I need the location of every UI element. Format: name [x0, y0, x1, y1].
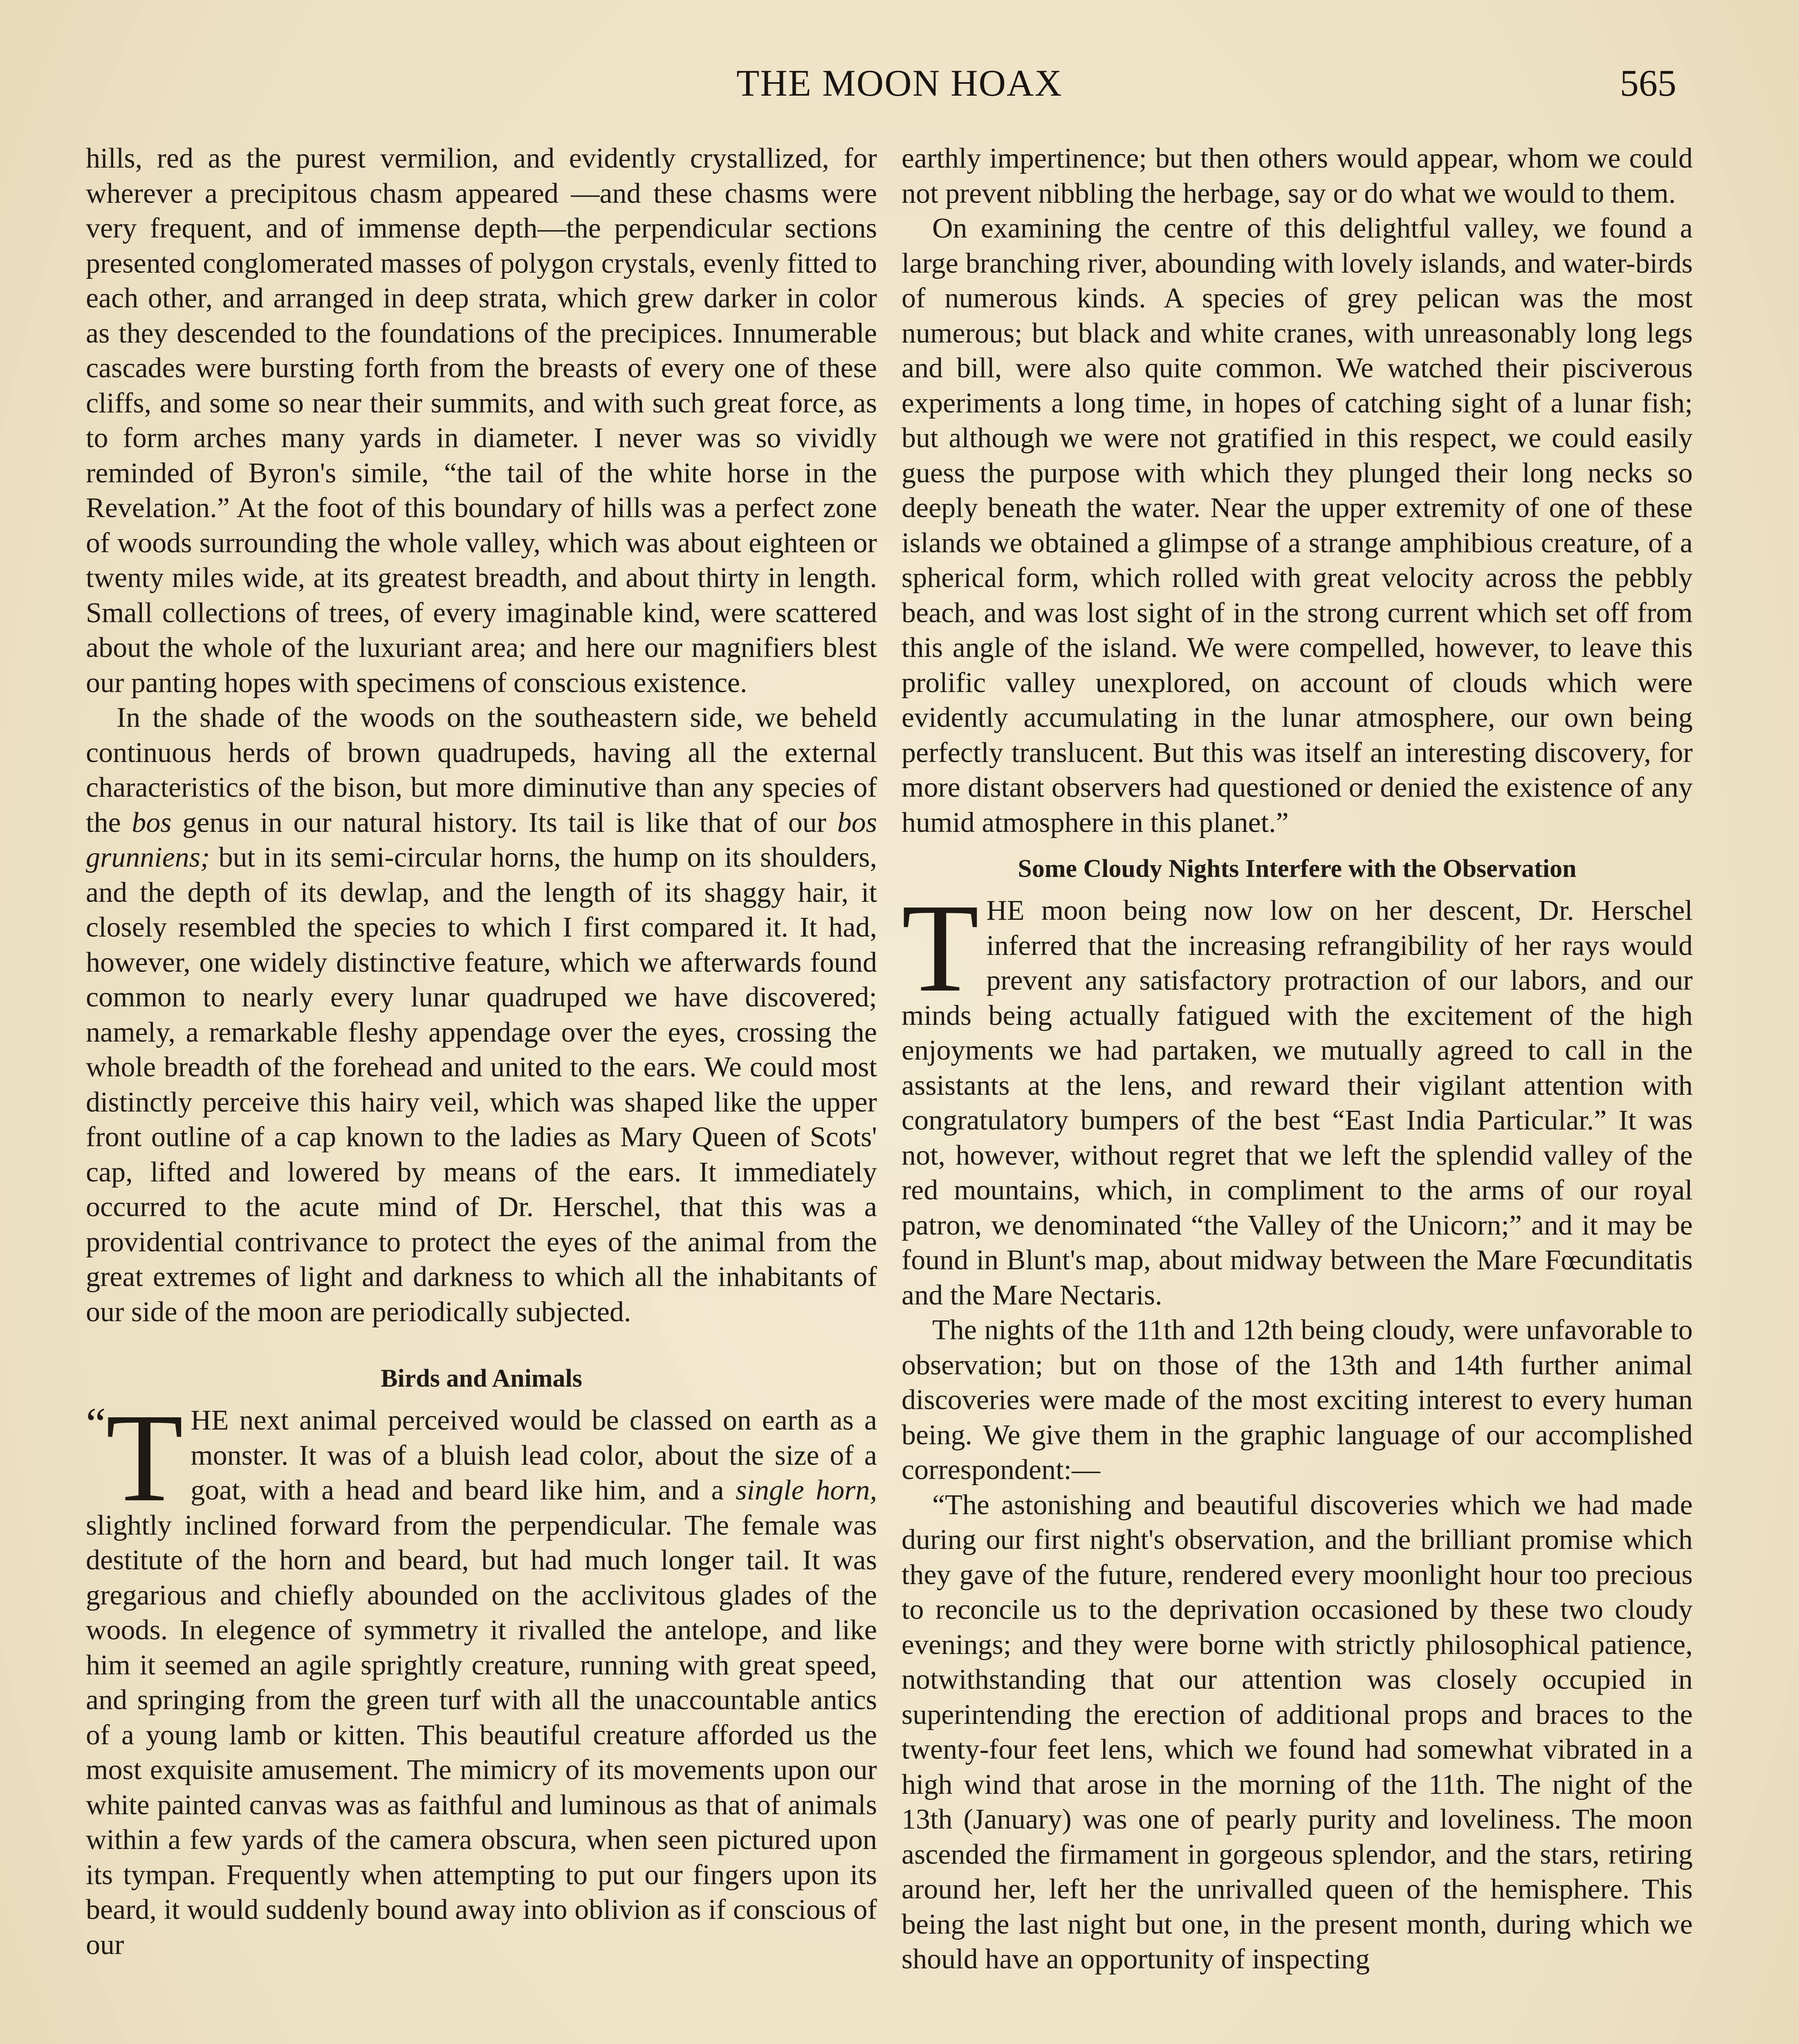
- paragraph: [902, 878, 1693, 1313]
- text-run: HE next animal perceived would be classed on earth as a monster. It was of a bluish lead color, about the size of a goat, with a head and beard like him, and a: [191, 1405, 877, 1506]
- paragraph: On examining the centre of this delightful valley, we found a large branching river, abounding with lovely islands, and water-birds of numerous kinds. A species of grey pelican was the most numerous; but black and white cranes, with unreasonably long legs and bill, were also quite common. We watched their pisciverous experiments a long time, in hopes of catching sight of a lunar fish; but although we were not gratified in this respect, we could easily guess the purpose with which they plunged their long necks so deeply beneath the water. Near the upper extremity of one of these islands we obtained a glimpse of a strange amphibious creature, of a spherical form, which rolled with great velocity across the pebbly beach, and was lost sight of in the strong current which set off from this angle of the island. We were compelled, however, to leave this prolific valley unexplored, on account of clouds which were evidently accumulating in the lunar atmosphere, our own being perfectly translucent. But this was itself an interesting discovery, for more distant observers had questioned or denied the existence of any humid atmosphere in this planet.”: [902, 213, 1693, 838]
- paragraph: hills, red as the purest vermilion, and evidently crystallized, for wherever a precipitous chasm appeared —and these chasms were very frequent, and of immense depth—the perpendicular sections presented conglomerated masses of polygon crystals, evenly fitted to each other, and arranged in deep strata, which grew darker in color as they descended to the foundations of the precipices. Innumerable cascades were bursting forth from the breasts of every one of these cliffs, and some so near their summits, and with such great force, as to form arches many yards in diameter. I never was so vividly reminded of Byron's simile, “the tail of the white horse in the Revelation.” At the foot of this boundary of hills was a perfect zone of woods surrounding the whole valley, which was about eighteen or twenty miles wide, at its greatest breadth, and about thirty in length. Small collections of trees, of every imaginable kind, were scattered about the whole of the luxuriant area; and here our magnifiers blest our panting hopes with specimens of conscious existence.: [86, 143, 877, 699]
- section-heading: Some Cloudy Nights Interfere with the Observation: [1018, 855, 1577, 883]
- running-header: THE MOON HOAX: [736, 62, 1063, 104]
- left-column: [86, 141, 877, 1962]
- text-run: but in its semi-circular horns, the hump on its shoulders, and the depth of its dewlap, and the length of its shaggy hair, it closely resembled the species to which I first compared it. It had, however, one widely distinctive feature, which we afterwards found common to nearly every lunar quadruped we have discovered; namely, a remarkable fleshy appendage over the eyes, crossing the whole breadth of the forehead and united to the ears. We could most distinctly perceive this hairy veil, which was shaped like the upper front outline of a cap known to the ladies as Mary Queen of Scots' cap, lifted and lowered by means of the ears. It immediately occurred to the acute mind of Dr. Herschel, that this was a providential contrivance to protect the eyes of the animal from the great extremes of light and darkness to which all the inhabitants of our side of the moon are periodically subjected.: [86, 842, 877, 1328]
- section-heading: Birds and Animals: [381, 1365, 582, 1392]
- drop-cap: T: [902, 878, 979, 1018]
- paragraph: [86, 700, 877, 1329]
- drop-quote-mark: “: [86, 1399, 106, 1448]
- text-run: slightly inclined forward from the perpendicular. The female was destitute of the horn and beard, but had much longer tail. It was gregarious and chiefly abounded on the acclivitous glades of the woods. In elegence of symmetry it rivalled the antelope, and like him it seemed an agile sprightly creature, running with great speed, and springing from the green turf with all the unaccountable antics of a young lamb or kitten. This beautiful creature afforded us the most exquisite amusement. The mimicry of its movements upon our white painted canvas was as faithful and luminous as that of animals within a few yards of the camera obscura, when seen pictured upon its tympan. Frequently when attempting to put our fingers upon its beard, it would suddenly bound away into oblivion as if conscious of our: [86, 1509, 877, 1961]
- text-run: HE moon being now low on her descent, Dr. Herschel inferred that the increasing refrangibility of her rays would prevent any satisfactory protraction of our labors, and our minds being actually fatigued with the excitement of the high enjoyments we had partaken, we mutually agreed to call in the assistants at the lens, and reward their vigilant attention with congratulatory bumpers of the best “East India Particular.” It was not, however, without regret that we left the splendid valley of the red mountains, which, in compliment to the arms of our royal patron, we denominated “the Valley of the Unicorn;” and it may be found in Blunt's map, about midway between the Mare Fœcunditatis and the Mare Nectaris.: [902, 895, 1693, 1311]
- text-run: In the shade of the woods on the southeastern side, we beheld continuous herds of brown quadrupeds, having all the external characteristics of the bison, but more diminutive than any species of the: [86, 702, 877, 838]
- paragraph: [86, 1388, 877, 1962]
- text-run: genus in our natural history. Its tail is like that of our: [171, 807, 837, 838]
- paragraph: earthly impertinence; but then others would appear, whom we could not prevent nibbling the herbage, say or do what we would to them.: [902, 143, 1693, 209]
- right-column: [902, 141, 1693, 1977]
- italic-term: bos grunniens;: [86, 807, 877, 873]
- page-number: 565: [1620, 62, 1676, 104]
- italic-term: bos: [132, 807, 172, 838]
- paragraph: “The astonishing and beautiful discoveries which we had made during our first night's observation, and the brilliant promise which they gave of the future, rendered every moonlight hour too precious to reconcile us to the deprivation occasioned by these two cloudy evenings; and they were borne with strictly philosophical patience, notwithstanding that our attention was closely occupied in superintending the erection of additional props and braces to the twenty-four feet lens, which we found had somewhat vibrated in a high wind that arose in the morning of the 11th. The night of the 13th (January) was one of pearly purity and loveliness. The moon ascended the firmament in gorgeous splendor, and the stars, retiring around her, left her the unrivalled queen of the hemisphere. This being the last night but one, in the present month, during which we should have an opportunity of inspecting: [902, 1489, 1693, 1975]
- paragraph: The nights of the 11th and 12th being cloudy, were unfavorable to observation; but on those of the 13th and 14th further animal discoveries were made of the most exciting interest to every human being. We give them in the graphic language of our accomplished correspondent:—: [902, 1314, 1693, 1486]
- drop-cap: T: [105, 1388, 184, 1528]
- section-gap: [86, 1329, 877, 1350]
- italic-term: single horn,: [736, 1475, 877, 1506]
